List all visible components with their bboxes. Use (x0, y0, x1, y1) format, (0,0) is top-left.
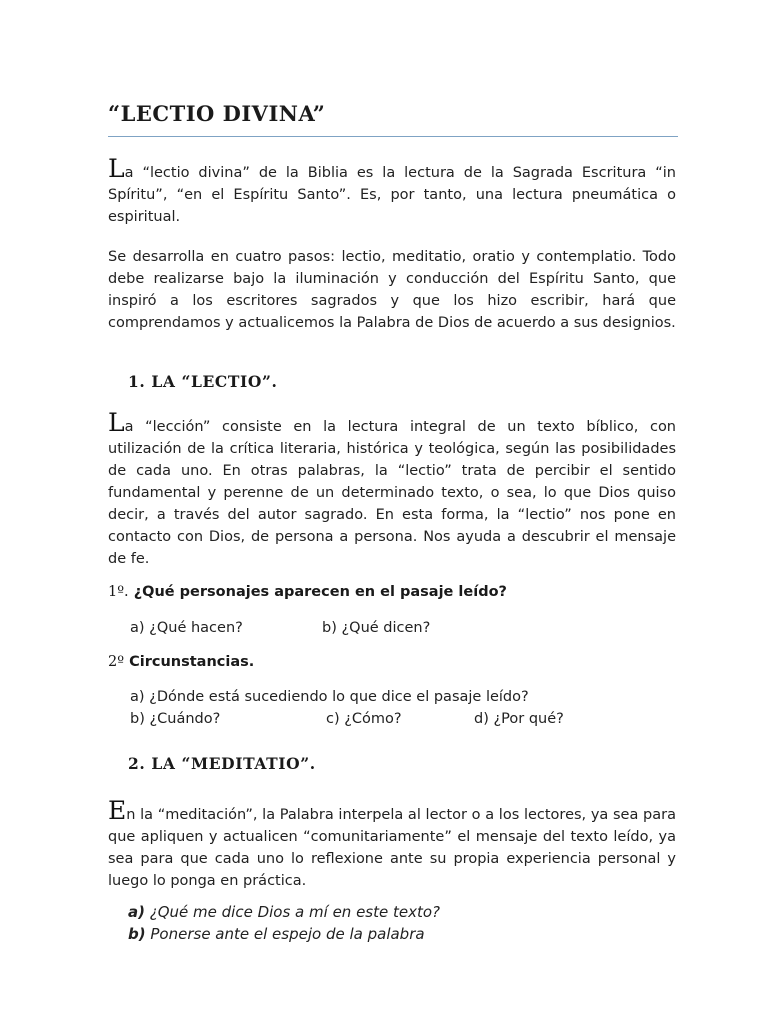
meditatio-item-b (128, 925, 425, 943)
meditatio-item-a (128, 903, 440, 921)
question-1-option-a: a) ¿Qué hacen? (130, 620, 243, 636)
question-1-option-b: b) ¿Qué dicen? (322, 620, 431, 636)
meditatio-item-b-text: Ponerse ante el espejo de la palabra (150, 925, 425, 943)
meditatio-item-a-label: a) (128, 903, 145, 921)
question-1-number: 1º. (108, 584, 129, 600)
intro-paragraph-1 (108, 154, 676, 228)
lectio-paragraph-text: a “lección” consiste en la lectura integral de un texto bíblico, con utilización de la crítica literaria, histórica y teológica, según las posibilidades de cada uno. En otras palabras, la “lectio” trata de percibir el sentido fundamental y perenne de un determinado texto, o sea, lo que Dios quiso decir, a través del autor sagrado. En esta forma, la “lectio” nos pone en contacto con Dios, de persona a persona. Nos ayuda a descubrir el mensaje de fe. (108, 419, 676, 567)
intro-paragraph-2-text: Se desarrolla en cuatro pasos: lectio, meditatio, oratio y contemplatio. Todo debe realizarse bajo la iluminación y conducción del Espíritu Santo, que inspiró a los escritores sagrados y que los hizo escribir, hará que comprendamos y actualicemos la Palabra de Dios de acuerdo a sus designios. (108, 249, 676, 331)
intro-paragraph-1-text: a “lectio divina” de la Biblia es la lectura de la Sagrada Escritura “in Spíritu”, “en el Espíritu Santo”. Es, por tanto, una lectura pneumática o espiritual. (108, 165, 676, 225)
question-2-option-a: a) ¿Dónde está sucediendo lo que dice el pasaje leído? (130, 689, 529, 705)
meditatio-item-a-text: ¿Qué me dice Dios a mí en este texto? (149, 903, 440, 921)
document-title: “LECTIO DIVINA” (108, 101, 326, 126)
drop-cap: L (108, 154, 125, 183)
meditatio-item-b-label: b) (128, 925, 146, 943)
question-2 (108, 654, 254, 670)
meditatio-paragraph-text: n la “meditación”, la Palabra interpela al lector o a los lectores, ya sea para que apliquen y actualicen “comunitariamente” el mensaje del texto leído, ya sea para que cada uno lo reflexione ante su propia experiencia personal y luego lo ponga en práctica. (108, 807, 676, 889)
question-2-number: 2º (108, 654, 125, 670)
section-heading-meditatio: 2. LA “MEDITATIO”. (128, 754, 316, 773)
question-2-text: Circunstancias. (129, 654, 255, 670)
drop-cap: L (108, 408, 125, 437)
question-2-option-c: c) ¿Cómo? (326, 711, 402, 727)
section-heading-lectio: 1. LA “LECTIO”. (128, 372, 278, 391)
lectio-paragraph (108, 408, 676, 570)
drop-cap: E (108, 796, 127, 825)
meditatio-paragraph (108, 796, 676, 892)
question-2-option-d: d) ¿Por qué? (474, 711, 564, 727)
question-1 (108, 584, 507, 600)
question-1-text: ¿Qué personajes aparecen en el pasaje leído? (133, 584, 507, 600)
title-underline (108, 136, 678, 137)
question-2-option-b: b) ¿Cuándo? (130, 711, 221, 727)
intro-paragraph-2 (108, 246, 676, 334)
